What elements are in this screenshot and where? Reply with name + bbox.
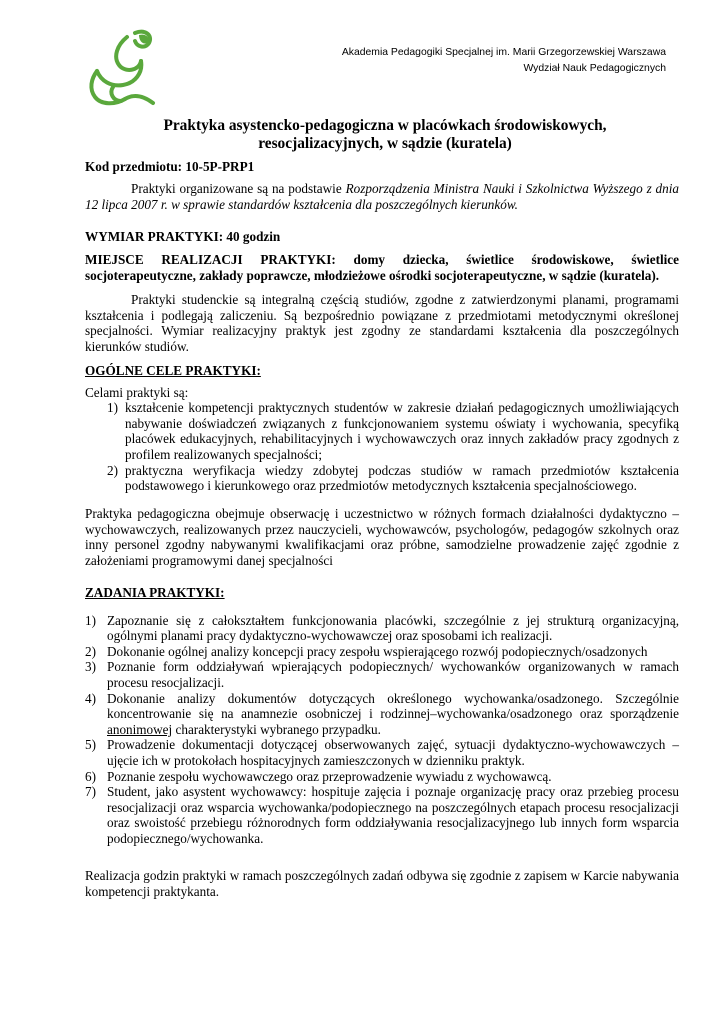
course-code: Kod przedmiotu: 10-5P-PRP1	[85, 159, 255, 174]
list-item	[85, 613, 679, 644]
intro-text: Praktyki organizowane są na podstawie	[131, 181, 346, 196]
list-item-number: 7)	[85, 784, 96, 800]
institution-header	[342, 45, 666, 77]
faculty-name: Wydział Nauk Pedagogicznych	[523, 63, 666, 74]
tasks-section	[85, 585, 679, 847]
list-item-text: Prowadzenie dokumentacji dotyczącej obserwowanych zajęć, sytuacji dydaktyczno-wychowawczych – ujęcie ich w protokołach hospitacyjnych zamieszczonych w dzienniku praktyk.	[107, 737, 679, 768]
title-line-2: resocjalizacyjnych, w sądzie (kuratela)	[258, 135, 512, 152]
aps-logo-icon	[83, 27, 163, 109]
list-item-text: Dokonanie ogólnej analizy koncepcji pracy zespołu wspierającego rozwój podopiecznych/osadzonych	[107, 643, 648, 659]
integral-paragraph: Praktyki studenckie są integralną częścią studiów, zgodne z zatwierdzonymi planami, programami kształcenia i podlegają zaliczeniu. Są bezpośrednio powiązane z przedmiotami metodycznymi określonej specjalności. Wymiar realizacyjny praktyk jest zgodny ze standardami kształcenia dla poszczególnych kierunków studiów.	[85, 292, 679, 354]
list-item-text: Student, jako asystent wychowawcy: hospituje zajęcia i poznaje organizację pracy oraz przebieg procesu resocjalizacji oraz wsparcia wychowanka/podopiecznego na poszczególnych etapach procesu resocjalizacji oraz swoistość przebiegu różnorodnych form oddziaływania resocjalizacyjnego lub innych form wsparcia podopiecznego/wychowanka.	[107, 784, 679, 846]
general-goals-section	[85, 363, 679, 494]
list-item	[85, 644, 679, 660]
list-item-number: 2)	[85, 643, 96, 659]
list-item-number: 1)	[85, 612, 96, 628]
list-item-number: 4)	[85, 690, 96, 706]
list-item	[85, 463, 679, 494]
list-item-number: 1)	[107, 400, 118, 416]
scope-paragraph: Praktyka pedagogiczna obejmuje obserwację i uczestnictwo w różnych formach działalności dydaktyczno – wychowawczych, realizowanych przez nauczycieli, wychowawców, psychologów, pedagogów szkolnych oraz inny personel zgodny nabywanymi kwalifikacjami oraz próbne, samodzielne prowadzenie zajęć zgodnie z założeniami programowymi danej specjalności	[85, 506, 679, 568]
document-title	[100, 117, 670, 153]
regulation-reference: Rozporządzenia Ministra Nauki i Szkolnictwa Wyższego z dnia 12 lipca 2007 r. w sprawie standardów kształcenia dla poszczególnych kierunków.	[85, 181, 679, 212]
list-item-number: 5)	[85, 737, 96, 753]
list-item-text-end: charakterystyki wybranego przypadku.	[172, 721, 381, 737]
list-item	[85, 659, 679, 690]
list-item-text: kształcenie kompetencji praktycznych studentów w zakresie działań pedagogicznych umożliwiających nabywanie doświadczeń związanych z funkcjonowaniem systemu oświaty i wychowania, specyfiką placówek edukacyjnych, rehabilitacyjnych i wychowawczych oraz innych zakładów pracy zgodnych z profilem realizowanych specjalności;	[125, 400, 679, 462]
list-item-number: 2)	[107, 462, 118, 478]
general-goals-lead: Celami praktyki są:	[85, 384, 189, 400]
list-item-text: Poznanie zespołu wychowawczego oraz przeprowadzenie wywiadu z wychowawcą.	[107, 768, 552, 784]
general-goals-list	[85, 400, 679, 494]
list-item	[85, 769, 679, 785]
underlined-word: anonimowej	[107, 721, 173, 737]
list-item-text: Dokonanie analizy dokumentów dotyczących określonego wychowanka/osadzonego. Szczególnie koncentrowanie się na anamnezie osobniczej i rodzinnej–wychowanka/osadzonego oraz sporządzenie	[107, 690, 679, 722]
list-item	[85, 691, 679, 738]
list-item	[85, 784, 679, 846]
list-item-number: 3)	[85, 659, 96, 675]
general-goals-heading: OGÓLNE CELE PRAKTYKI:	[85, 363, 261, 378]
tasks-list	[85, 613, 679, 847]
intro-paragraph	[85, 181, 679, 212]
practice-places: MIEJSCE REALIZACJI PRAKTYKI: domy dziecka, świetlice środowiskowe, świetlice socjoterapeutyczne, zakłady poprawcze, młodzieżowe ośrodki socjoterapeutyczne, w sądzie (kuratela).	[85, 252, 679, 283]
list-item	[85, 400, 679, 462]
practice-dimension: WYMIAR PRAKTYKI: 40 godzin	[85, 229, 281, 244]
list-item	[85, 737, 679, 768]
list-item-text: Zapoznanie się z całokształtem funkcjonowania placówki, szczególnie z jej strukturą organizacyjną, ogólnymi planami pracy dydaktyczno-wychowawczej oraz sposobami ich realizacji.	[107, 612, 679, 644]
list-item-text: praktyczna weryfikacja wiedzy zdobytej podczas studiów w ramach przedmiotów kształcenia podstawowego i kierunkowego oraz przedmiotów metodycznych kształcenia specjalnościowego.	[125, 462, 679, 494]
list-item-number: 6)	[85, 768, 96, 784]
closing-paragraph: Realizacja godzin praktyki w ramach poszczególnych zadań odbywa się zgodnie z zapisem w Karcie nabywania kompetencji praktykanta.	[85, 868, 679, 899]
title-line-1: Praktyka asystencko-pedagogiczna w placówkach środowiskowych,	[163, 117, 607, 134]
institution-name: Akademia Pedagogiki Specjalnej im. Marii Grzegorzewskiej Warszawa	[341, 47, 666, 58]
tasks-heading: ZADANIA PRAKTYKI:	[85, 585, 225, 600]
list-item-text: Poznanie form oddziaływań wpierających podopiecznych/ wychowanków organizowanych w ramach procesu resocjalizacji.	[107, 659, 679, 690]
